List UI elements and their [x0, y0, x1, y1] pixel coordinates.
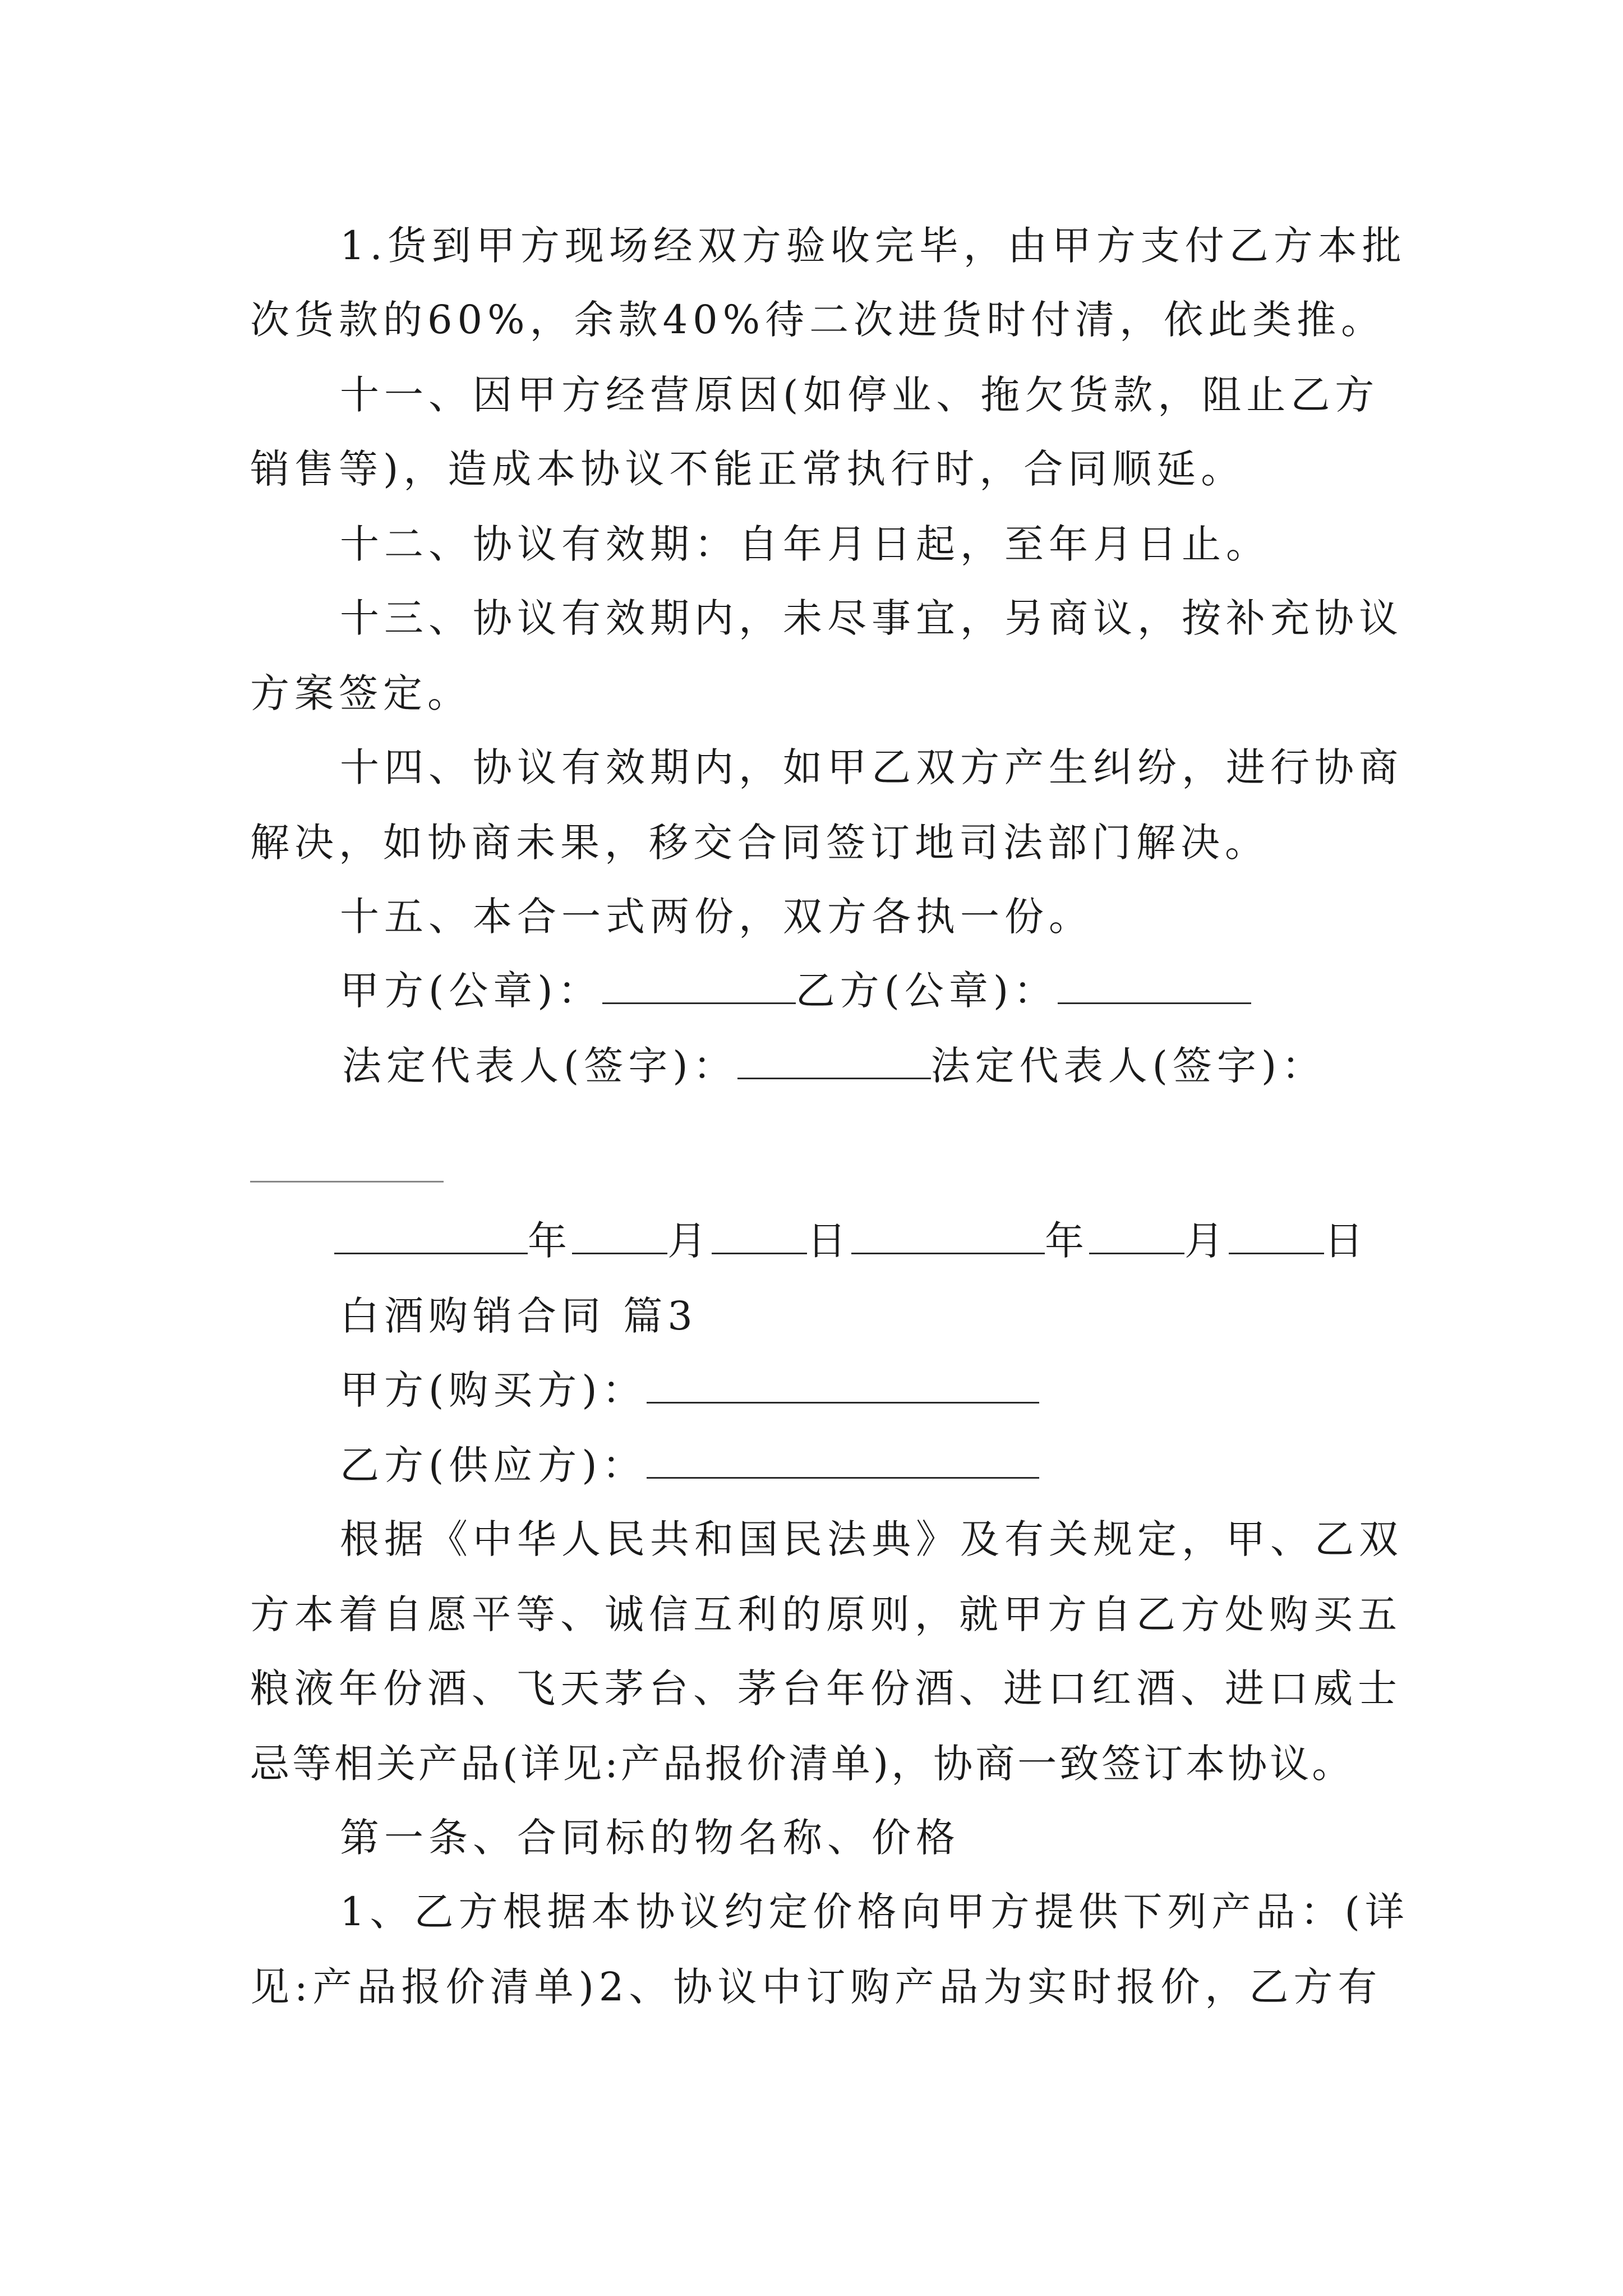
clause-11-line-1: 十一、因甲方经营原因(如停业、拖欠货款，阻止乙方 [340, 372, 1380, 418]
party-b-rep-label: 法定代表人(签字)： [930, 1043, 1326, 1089]
payment-clause-line-1: 1.货到甲方现场经双方验收完毕，由甲方支付乙方本批 [340, 223, 1407, 269]
clause-12: 十二、协议有效期：自年月日起，至年月日止。 [340, 521, 1270, 567]
date-b-month-blank[interactable] [1089, 1219, 1184, 1254]
article-1-line-1: 1、乙方根据本协议约定价格向甲方提供下列产品：(详 [340, 1889, 1409, 1935]
supplier-label: 乙方(供应方)： [340, 1442, 647, 1488]
seal-line [340, 963, 1251, 1019]
buyer-blank[interactable] [647, 1368, 1039, 1404]
date-line [334, 1213, 1368, 1269]
date-b-day-label: 日 [1324, 1218, 1368, 1264]
preamble-line-2: 方本着自愿平等、诚信互利的原则，就甲方自乙方处购买五 [250, 1591, 1402, 1637]
buyer-line [340, 1362, 1039, 1418]
buyer-label: 甲方(购买方)： [340, 1367, 647, 1413]
date-b-year-label: 年 [1045, 1218, 1089, 1264]
preamble-line-3: 粮液年份酒、飞天茅台、茅台年份酒、进口红酒、进口威士 [250, 1665, 1402, 1711]
party-a-rep-label: 法定代表人(签字)： [342, 1043, 737, 1089]
article-1-line-2: 见:产品报价清单)2、协议中订购产品为实时报价，乙方有 [250, 1964, 1382, 2010]
date-a-month-blank[interactable] [572, 1219, 667, 1254]
party-a-seal-blank[interactable] [602, 969, 796, 1004]
date-a-month-label: 月 [667, 1218, 712, 1264]
clause-14-line-1: 十四、协议有效期内，如甲乙双方产生纠纷，进行协商 [340, 744, 1403, 790]
party-b-seal-blank[interactable] [1058, 969, 1251, 1004]
preamble-line-1: 根据《中华人民共和国民法典》及有关规定，甲、乙双 [340, 1516, 1403, 1562]
representative-line [342, 1038, 1326, 1094]
date-a-day-blank[interactable] [712, 1219, 807, 1254]
date-a-year-label: 年 [528, 1218, 572, 1264]
date-b-day-blank[interactable] [1229, 1219, 1324, 1254]
supplier-blank[interactable] [647, 1443, 1039, 1479]
party-a-seal-label: 甲方(公章)： [340, 968, 602, 1014]
clause-13-line-2: 方案签定。 [250, 670, 472, 716]
party-b-rep-blank[interactable] [250, 1181, 444, 1182]
date-a-year-blank[interactable] [334, 1219, 528, 1254]
party-b-seal-label: 乙方(公章)： [795, 968, 1058, 1014]
clause-15: 十五、本合一式两份，双方各执一份。 [340, 894, 1093, 940]
date-b-month-label: 月 [1184, 1218, 1229, 1264]
section-title: 白酒购销合同 篇3 [340, 1293, 698, 1339]
clause-11-line-2: 销售等)，造成本协议不能正常执行时，合同顺延。 [250, 446, 1246, 492]
preamble-line-4: 忌等相关产品(详见:产品报价清单)，协商一致签订本协议。 [250, 1741, 1354, 1787]
supplier-line [340, 1437, 1039, 1493]
article-1-heading: 第一条、合同标的物名称、价格 [340, 1815, 960, 1861]
date-b-year-blank[interactable] [851, 1219, 1045, 1254]
clause-13-line-1: 十三、协议有效期内，未尽事宜，另商议，按补充协议 [340, 595, 1403, 641]
clause-14-line-2: 解决，如协商未果，移交合同签订地司法部门解决。 [250, 820, 1269, 866]
party-a-rep-blank[interactable] [737, 1044, 931, 1079]
payment-clause-line-2: 次货款的60%，余款40%待二次进货时付清，依此类推。 [250, 297, 1386, 343]
date-a-day-label: 日 [807, 1218, 851, 1264]
